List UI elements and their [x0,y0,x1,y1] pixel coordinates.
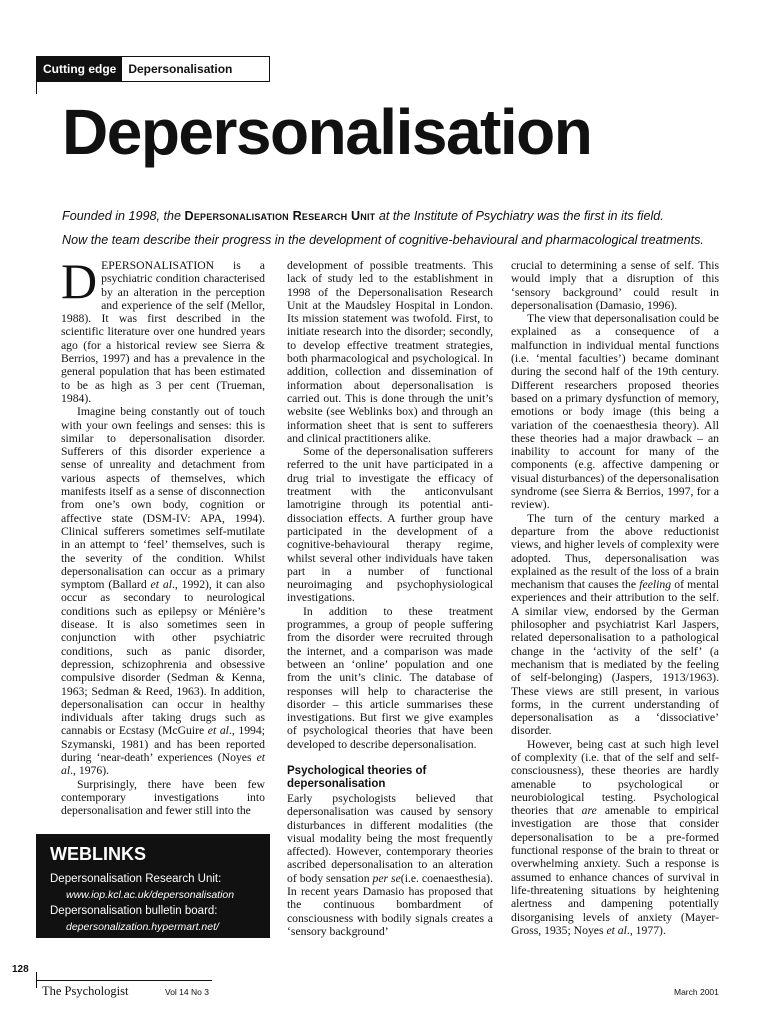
org-name: Depersonalisation Research Unit [184,209,376,223]
footer-rule [36,980,212,981]
page-number: 128 [12,964,29,975]
section-label: Cutting edge [37,57,122,81]
standfirst-line-1: Founded in 1998, the Depersonalisation Research Unit at the Institute of Psychiatry was the first in its field. [62,209,664,223]
publication-name: The Psychologist [42,984,129,998]
weblink-url[interactable]: depersonalization.hypermart.net/ [66,921,219,933]
column-2 [287,259,493,938]
paragraph-continued: development of possible treatments. This lack of study led to the establishment in 1998 of the Depersonalisation Research Unit at the Maudsley Hospital in London. Its mission statement was twofold. First, to initiate research into the disorder; secondly, to develop effective treatment strategies, both pharmacological and psychological. In addition, collection and dissemination of information about depersonalisation is carried out. This is done through the unit’s website (see Weblinks box) and through an information sheet that is sent to sufferers and clinical practitioners alike. [287,259,493,445]
standfirst-line-2: Now the team describe their progress in the development of cognitive-behavioural and pharmacological treatments. [62,233,704,247]
paragraph: In addition to these treatment programmes, a group of people suffering from the disorder were recruited through the internet, and a comparison was made between an ‘online’ population and one from the unit’s clinic. The database of responses will help to characterise the disorder – this article summarises these investigations. But first we give examples of psychological theories that have been developed to describe depersonalisation. [287,604,493,751]
paragraph: Surprisingly, there have been few contemporary investigations into depersonalisation and fewer still into the [61,777,265,818]
tag-tick-rule [36,82,37,94]
footer-tick-rule [36,972,37,988]
paragraph: The turn of the century marked a departure from the above reductionist views, and higher levels of complexity were adopted. Thus, depersonalisation was explained as the result of the loss of a brain mechanism that causes the feeling of mental experiences and their attribution to the self. A similar view, endorsed by the German philosopher and psychiatrist Karl Jaspers, related depersonalisation to a pathological change in the ‘activity of the self’ (a mechanism that is mediated by the feeling of self-belonging) (Jaspers, 1913/1963). These views are still present, in various forms, in the current understanding of depersonalisation as a ‘dissociative’ disorder. [511,511,719,738]
paragraph: Imagine being constantly out of touch with your own feelings and senses: this is similar to depersonalisation disorder. Sufferers of this disorder experience a sense of unreality and detachment from various aspects of themselves, which manifests itself as a sense of disconnection from one’s own body, cognition or affective state (DSM-IV: APA, 1994). Clinical sufferers sometimes self-mutilate in an attempt to ‘feel’ themselves, such is the severity of the condition. Whilst depersonalisation can occur as a primary symptom (Ballard et al., 1992), it can also occur as secondary to neurological conditions such as epilepsy or Ménière’s disease. It is also sometimes seen in conjunction with other psychiatric conditions, such as panic disorder, depression, schizophrenia and obsessive compulsive disorder (Sedman & Kenna, 1963; Sedman & Reed, 1963). In addition, depersonalisation can occur in healthy individuals after taking drugs such as cannabis or Ecstasy (McGuire et al., 1994; Szymanski, 1981) and has been reported during ‘near-death’ experiences (Noyes et al., 1976). [61,405,265,778]
weblinks-box [36,834,270,938]
section-subhead: Psychological theories of depersonalisation [287,764,427,790]
section-tag-bar [36,56,270,82]
drop-cap: D [61,253,98,309]
weblink-label: Depersonalisation bulletin board: [50,905,218,917]
article-title: Depersonalisation [62,96,592,168]
paragraph: However, being cast at such high level of complexity (i.e. that of the self and self-consciousness), these theories are hardly amenable to psychological or neurobiological testing. Psychological theories that are amenable to empirical investigation are those that consider depersonalisation to be a pre-formed functional response of the brain to threat or overwhelming anxiety. Such a response is assumed to enhance chances of survival in life-threatening situations by heightening alertness and dampening potentially disorganising levels of anxiety (Mayer-Gross, 1935; Noyes et al., 1977). [511,737,719,937]
paragraph: The view that depersonalisation could be explained as a consequence of a malfunction in individual mental functions (i.e. ‘mental faculties’) became dominant during the second half of the 19th century. Different researchers proposed theories based on a primary dysfunction of memory, emotions or body image (this being a variation of the coenaesthesia theory). All these theories had a major drawback – an inability to account for many of the components (e.g. affective dampening or visual disturbances) of the depersonalisation syndrome (see Sierra & Berrios, 1997, for a review). [511,312,719,512]
lead-paragraph: DEPERSONALISATION is a psychiatric condition characterised by an alteration in the perception and experience of the self (Mellor, 1988). It was first described in the scientific literature over one hundred years ago (for a historical review see Sierra & Berrios, 1997) and has a prevalence in the general population that has been estimated to be as high as 3 per cent (Trueman, 1984). [61,253,265,405]
weblink-label: Depersonalisation Research Unit: [50,873,222,885]
column-1 [61,253,265,818]
issue-date: March 2001 [674,987,719,997]
standfirst [62,204,742,252]
topic-label: Depersonalisation [128,62,233,76]
weblinks-title: WEBLINKS [50,844,146,864]
weblink-url[interactable]: www.iop.kcl.ac.uk/depersonalisation [66,889,235,901]
volume-issue: Vol 14 No 3 [165,987,209,997]
column-3 [511,259,719,937]
paragraph: Early psychologists believed that depersonalisation was caused by sensory disturbances in different modalities (the visual modality being the most frequently affected). However, contemporary theories ascribed depersonalisation to an alteration of body sensation per se(i.e. coenaesthesia). In recent years Damasio has proposed that the continuous bombardment of consciousness with bodily signals creates a ‘sensory background’ [287,791,493,938]
paragraph: Some of the depersonalisation sufferers referred to the unit have participated in a drug trial to investigate the efficacy of treatment with the anticonvulsant lamotrigine through its potential anti-dissociation effects. A further group have participated in the development of a cognitive-behavioural therapy regime, whilst several other individuals have taken part in a number of functional neuroimaging and psychophysiological investigations. [287,445,493,605]
paragraph-continued: crucial to determining a sense of self. This would imply that a disruption of this ‘sensory background’ could result in depersonalisation (Damasio, 1996). [511,259,719,312]
